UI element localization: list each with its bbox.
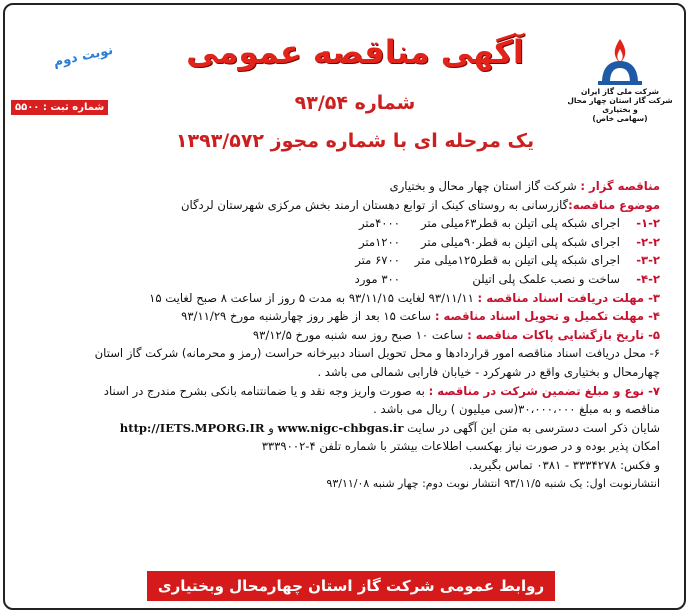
access-and: و	[268, 420, 274, 435]
item-text: ساخت و نصب علمک پلی اتیلن	[472, 271, 620, 286]
opening-line	[20, 326, 660, 345]
tender-stage-permit: یک مرحله ای با شماره مجوز ۱۳۹۳/۵۷۲	[175, 130, 535, 152]
item-number: ۳-۲-	[636, 253, 660, 268]
website-link-2[interactable]: http://IETS.MPORG.IR	[119, 420, 265, 435]
guarantee-line-2: مناقصه و به مبلغ ۳۰،۰۰۰،۰۰۰(سی میلیون ) ریال می باشد .	[373, 402, 660, 417]
item-number: ۴-۲-	[636, 271, 660, 286]
item-text: اجرای شبکه پلی اتیلن به قطر۹۰میلی متر	[420, 234, 620, 249]
place-line-2: چهارمحال و بختیاری واقع در شهرکرد - خیابان فارابی شمالی می باشد .	[317, 364, 660, 379]
list-item	[20, 214, 660, 233]
subject-line	[20, 196, 660, 215]
public-relations-footer: روابط عمومی شرکت گاز استان چهارمحال وبختیاری	[147, 571, 555, 601]
list-item	[20, 270, 660, 289]
organizer-line	[20, 177, 660, 196]
publication-dates: انتشارنوبت اول: یک شنبه ۹۳/۱۱/۵ انتشار نوبت دوم: چهار شنبه ۹۳/۱۱/۰۸	[326, 476, 660, 490]
guarantee-line	[20, 382, 660, 401]
access-text: شایان ذکر است دسترسی به متن این آگهی در سایت	[407, 420, 660, 435]
list-item	[20, 251, 660, 270]
subject-value: گازرسانی به روستای کینک از توابع دهستان ارمند بخش مرکزی شهرستان لردگان	[180, 197, 569, 212]
list-item	[20, 233, 660, 252]
company-logo	[565, 35, 675, 123]
doc-receive-value: ۹۳/۱۱/۱۱ لغایت ۹۳/۱۱/۱۵ به مدت ۵ روز از ساعت ۸ صبح لغایت ۱۵	[149, 290, 478, 305]
item-quantity: ۳۰۰ مورد	[354, 271, 400, 286]
item-text: اجرای شبکه پلی اتیلن به قطر۱۲۵میلی متر	[414, 253, 620, 268]
access-line-2: امکان پذیر بوده و در صورت نیاز بهکسب اطلاعات بیشتر با شماره تلفن ۴-۳۳۳۹۰۰۲	[261, 439, 660, 454]
guarantee-value: به صورت واریز وجه نقد و یا ضمانتنامه بانکی بشرح مندرج در اسناد	[103, 383, 429, 398]
website-link-1[interactable]: www.nigc-chbgas.ir	[277, 420, 404, 435]
notice-body	[20, 177, 660, 493]
item-quantity: ۶۷۰۰ متر	[355, 253, 400, 268]
doc-receive-label: ۳- مهلت دریافت اسناد مناقصه :	[477, 290, 660, 305]
item-number: ۲-۲-	[636, 234, 660, 249]
logo-line-3: (سهامی خاص)	[592, 114, 648, 123]
organizer-value: شرکت گاز استان چهار محال و بختیاری	[389, 179, 581, 193]
access-line-3: و فکس: ۳۳۳۴۲۷۸ - ۰۳۸۱ تماس بگیرید.	[468, 457, 660, 472]
access-line-1	[20, 419, 660, 438]
doc-submit-label: ۴- مهلت تکمیل و تحویل اسناد مناقصه :	[434, 309, 660, 324]
item-quantity: ۴۰۰۰متر	[358, 216, 400, 231]
doc-submit-value: ساعت ۱۵ بعد از ظهر روز چهارشنبه مورخ ۹۳/۱۱/۲۹	[181, 309, 435, 324]
notice-frame	[3, 3, 686, 610]
doc-submit-line	[20, 307, 660, 326]
logo-line-1: شرکت ملی گاز ایران	[581, 87, 659, 96]
item-number: ۱-۲-	[636, 216, 660, 231]
place-line-1: ۶- محل دریافت اسناد مناقصه امور قراردادها و محل تحویل اسناد دبیرخانه حراست (رمز و محرمانه) شرکت گاز استان	[94, 346, 660, 361]
item-text: اجرای شبکه پلی اتیلن به قطر۶۳میلی متر	[420, 216, 620, 231]
logo-line-2: شرکت گاز استان چهار محال و بختیاری	[567, 96, 673, 114]
notice-title: آگهی مناقصه عمومی	[186, 33, 524, 71]
item-quantity: ۱۲۰۰متر	[358, 234, 400, 249]
gas-flame-logo-icon	[594, 35, 646, 87]
guarantee-label: ۷- نوع و مبلغ تضمین شرکت در مناقصه :	[428, 383, 660, 398]
second-publication-badge: نوبت دوم	[52, 42, 115, 71]
organizer-label: مناقصه گزار :	[580, 179, 660, 193]
opening-label: ۵- تاریخ بازگشایی پاکات مناقصه :	[467, 327, 660, 342]
opening-value: ساعت ۱۰ صبح روز سه شنبه مورخ ۹۳/۱۲/۵	[252, 327, 468, 342]
doc-receive-line	[20, 289, 660, 308]
registration-number: شماره ثبت : ۵۵۰۰	[11, 100, 108, 115]
subject-label: موضوع مناقصه:	[568, 197, 660, 212]
tender-number: شماره ۹۳/۵۴	[294, 92, 416, 114]
